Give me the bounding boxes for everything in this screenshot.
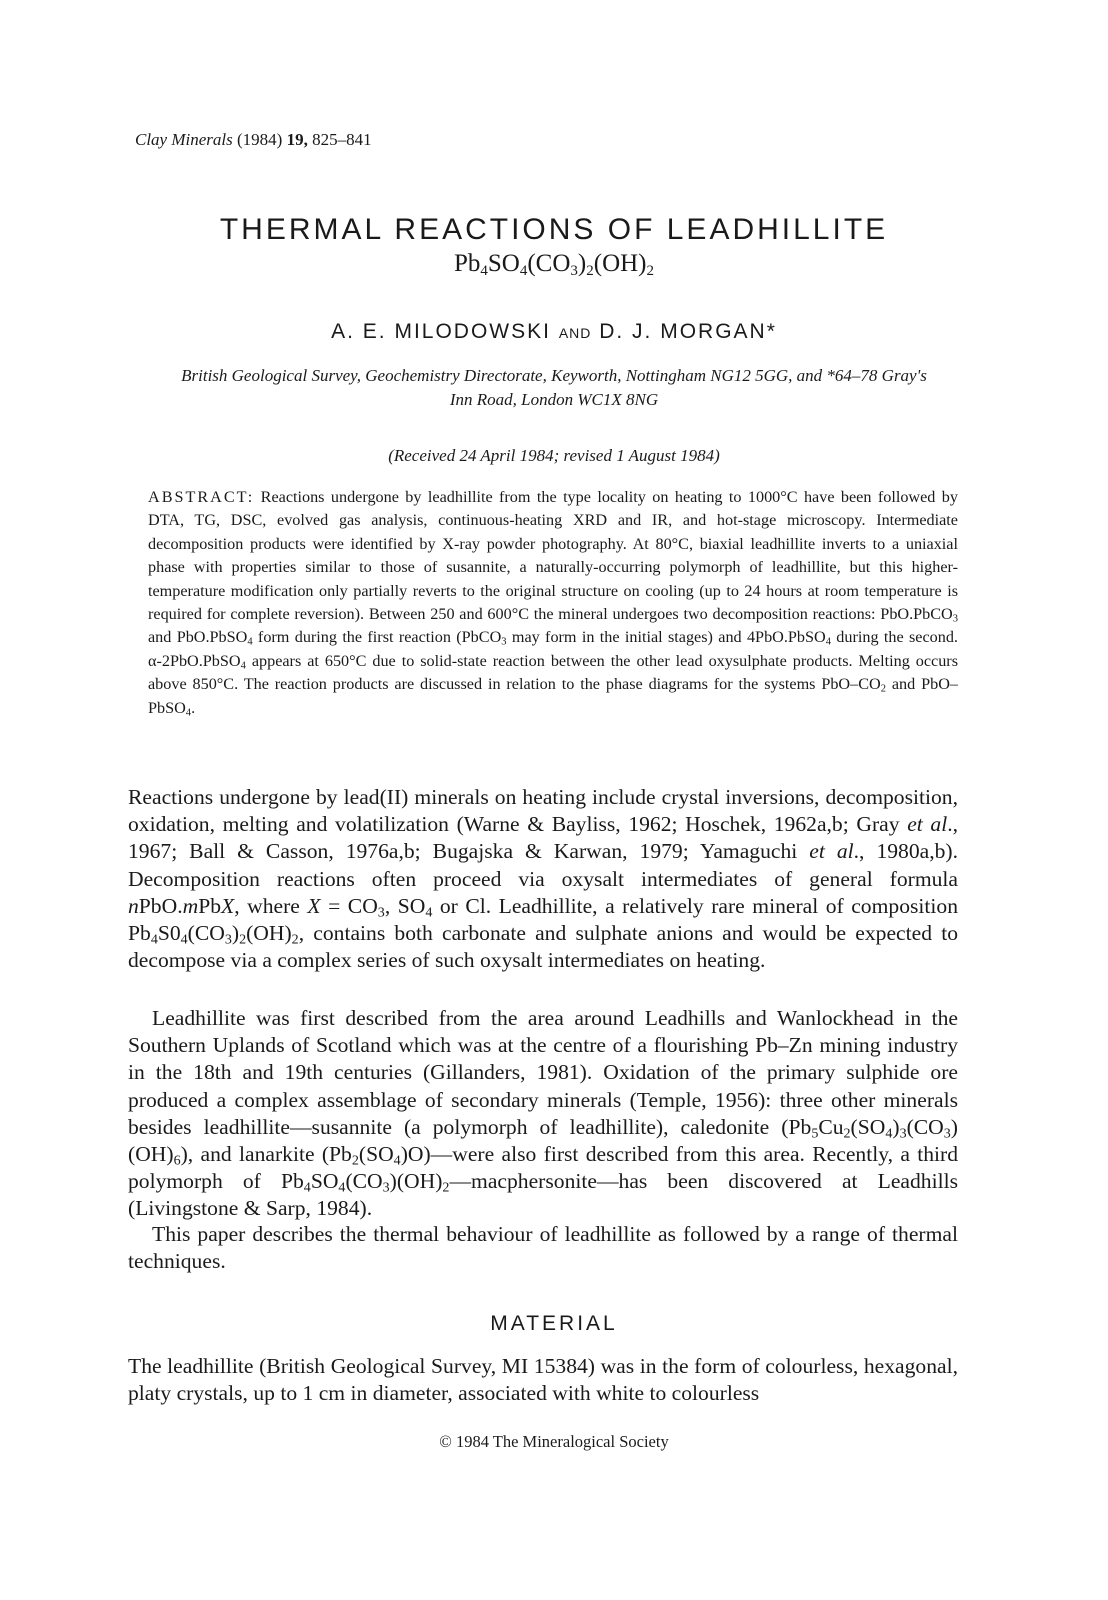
paper-title: THERMAL REACTIONS OF LEADHILLITE	[219, 213, 889, 246]
title-formula: $Pb_4SO_4(CO_3)_2(OH)_2$	[453, 250, 655, 279]
abstract: ABSTRACT: Reactions undergone by leadhillite from the type locality on heating to 1000°C have been followed by DTA, TG, DSC, evolved gas analysis, continuous-heating XRD and IR, and hot-stage microscopy. Intermediate decomposition products were identified by X-ray powder photography. At 80°C, biaxial leadhillite inverts to a uniaxial phase with properties similar to those of susannite, a naturally-occurring polymorph of leadhillite, but this higher-temperature modification only partially reverts to the original structure on cooling (up to 24 hours at room temperature is required for complete reversion). Between 250 and 600°C the mineral undergoes two decomposition reactions: PbO.PbCO$_3$ and PbO.PbSO$_4$ form during the first reaction (PbCO$_3$ may form in the initial stages) and 4PbO.PbSO$_4$ during the second. α-2PbO.PbSO$_4$ appears at 650°C due to solid-state reaction between the other lead oxysulphate products. Melting occurs above 850°C. The reaction products are discussed in relation to the phase diagrams for the systems PbO–$CO_2$ and PbO–PbSO$_4$.	[148, 488, 958, 719]
abstract-label: ABSTRACT:	[148, 488, 255, 506]
body-paragraph-4: The leadhillite (British Geological Survey, MI 15384) was in the form of colourless, hexagonal, platy crystals, up to 1 cm in diameter, associated with white to colourless	[128, 1354, 958, 1406]
journal-name: Clay Minerals	[135, 130, 233, 149]
journal-year: (1984)	[237, 130, 283, 149]
copyright-notice: © 1984 The Mineralogical Society	[439, 1432, 669, 1451]
author-list	[0, 320, 1108, 344]
author-second: D. J. MORGAN*	[599, 320, 777, 343]
received-date: (Received 24 April 1984; revised 1 August 1984)	[388, 446, 720, 465]
body-paragraph-3: This paper describes the thermal behaviour of leadhillite as followed by a range of thermal techniques.	[128, 1222, 958, 1274]
body-paragraph-2: Leadhillite was first described from the area around Leadhills and Wanlockhead in the Southern Uplands of Scotland which was at the centre of a flourishing Pb–Zn mining industry in the 18th and 19th centuries (Gillanders, 1981). Oxidation of the primary sulphide ore produced a complex assemblage of secondary minerals (Temple, 1956): three other minerals besides leadhillite—susannite (a polymorph of leadhillite), caledonite $(Pb_5Cu_2(SO_4)_3(CO_3)(OH)_6)$, and lanarkite $(Pb_2(SO_4)O)—were$ also first described from this area. Recently, a third polymorph of $Pb_4SO_4(CO_3)(OH)_2—macphersonite—has$ been discovered at Leadhills (Livingstone & Sarp, 1984).	[128, 1006, 959, 1221]
author-and: AND	[558, 325, 592, 341]
journal-pages: 825–841	[312, 130, 372, 149]
author-first: A. E. MILODOWSKI	[331, 320, 551, 343]
affiliation: British Geological Survey, Geochemistry Directorate, Keyworth, Nottingham NG12 5GG, and *64–78 Gray's Inn Road, London WC1X 8NG	[181, 366, 927, 409]
body-paragraph-1: Reactions undergone by lead(II) minerals on heating include crystal inversions, decomposition, oxidation, melting and volatilization (Warne & Bayliss, 1962; Hoschek, 1962a,b; Gray et al., 1967; Ball & Casson, 1976a,b; Bugajska & Karwan, 1979; Yamaguchi et al., 1980a,b). Decomposition reactions often proceed via oxysalt intermediates of general formula nPbO.mPbX, where $X = CO_3$, $SO_4$ or Cl. Leadhillite, a relatively rare mineral of composition $Pb_4S0_4(CO_3)_2(OH)_2$, contains both carbonate and sulphate anions and would be expected to decompose via a complex series of such oxysalt intermediates on heating.	[128, 785, 959, 973]
journal-citation	[135, 130, 372, 150]
journal-volume: 19,	[286, 130, 308, 149]
section-heading-material: MATERIAL	[490, 1312, 618, 1335]
